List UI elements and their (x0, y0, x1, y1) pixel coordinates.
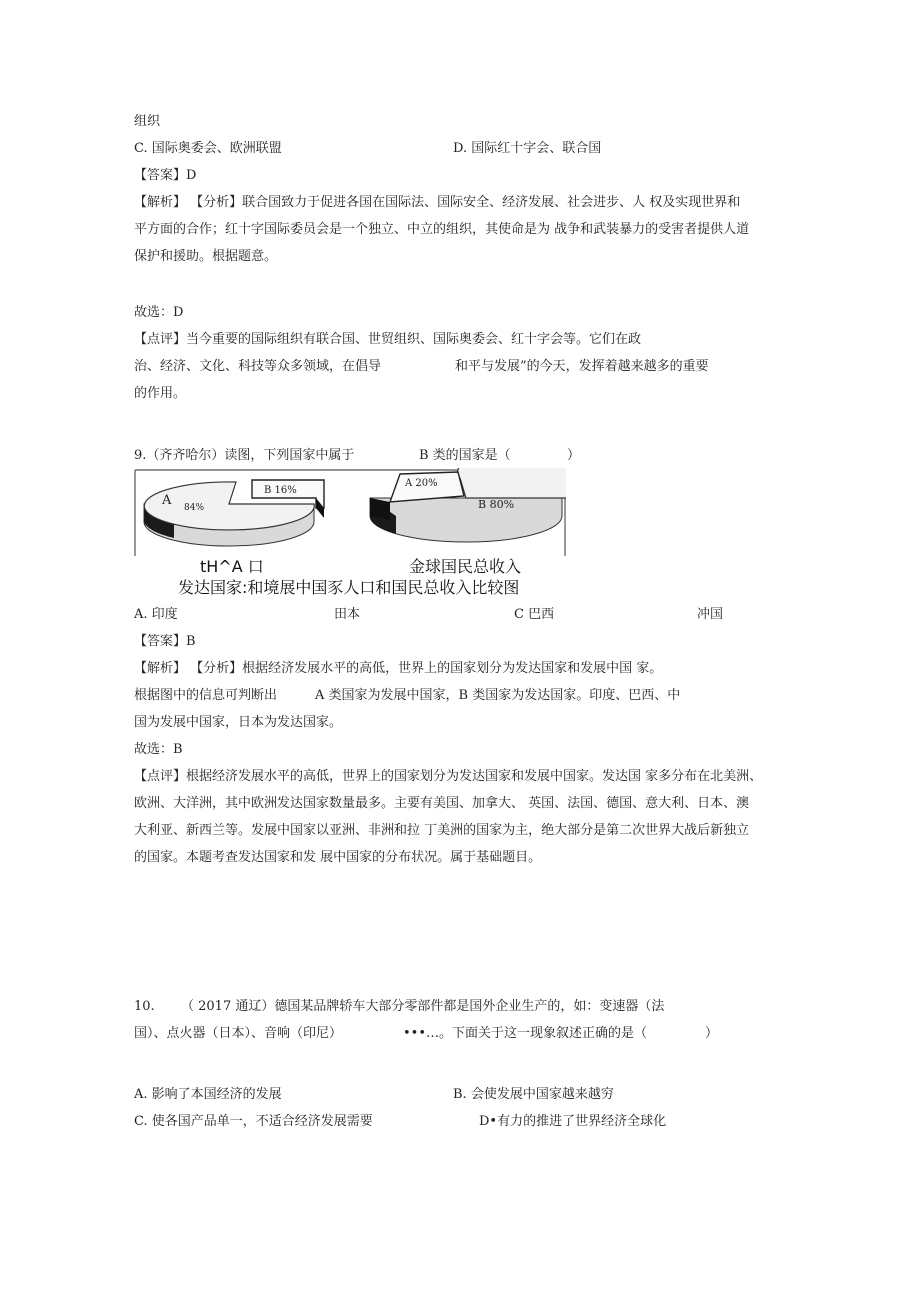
q8-choose: 故选：D (134, 305, 184, 320)
q9-option-b: 田本 (334, 607, 361, 622)
pie-right-b-value: B 80% (478, 498, 515, 511)
q10-option-d: D•有力的推进了世界经济全球化 (479, 1114, 667, 1129)
q9-option-c: C 巴西 (514, 607, 555, 622)
pie-left-b-value: B 16% (264, 485, 297, 496)
q10-stem-line-2c: ） (705, 1026, 719, 1041)
q9-analysis-line-1: 【解析】 【分析】根据经济发展水平的高低，世界上的国家划分为发达国家和发展中国 家。 (134, 661, 663, 676)
q9-option-d: 冲国 (697, 607, 724, 622)
q10-option-b: B. 会使发展中国家越来越穷 (453, 1087, 614, 1102)
q9-stem-c: ） (567, 448, 581, 463)
q9-analysis-line-2a: 根据图中的信息可判断出 (134, 688, 278, 703)
chart-label-right: 金球国民总收入 (409, 557, 522, 576)
q10-option-c: C. 使各国产品单一，不适合经济发展需要 (134, 1114, 373, 1129)
chart-title: 发达国家:和境展中国豕人口和国民总收入比较图 (178, 578, 520, 597)
pie-left (144, 480, 324, 546)
q9-analysis-line-3: 国为发展中国家，日本为发达国家。 (134, 715, 343, 730)
pie-right-side (370, 498, 562, 542)
q9-stem-b: B 类的国家是（ (419, 448, 511, 463)
q8-comment-line-2b: 和平与发展”的今天，发挥着越来越多的重要 (455, 359, 709, 374)
q9-answer: 【答案】B (134, 634, 196, 649)
q8-option-c: C. 国际奥委会、欧洲联盟 (134, 141, 282, 156)
q8-answer: 【答案】D (134, 168, 197, 183)
q9-analysis-line-2b: A 类国家为发展中国家，B 类国家为发达国家。印度、巴西、中 (315, 688, 681, 703)
q9-comment-line-3: 大利亚、新西兰等。发展中国家以亚洲、非洲和拉 丁美洲的国家为主，绝大部分是第二次世界大战后新独立 (134, 823, 750, 838)
q9-choose: 故选：B (134, 742, 183, 757)
q8-option-d: D. 国际红十字会、联合国 (453, 141, 602, 156)
pie-chart-figure (134, 468, 566, 558)
pie-left-a-value: 84% (184, 503, 205, 513)
q8-comment-line-3: 的作用。 (134, 386, 187, 401)
q9-comment-line-4: 的国家。本题考查发达国家和发 展中国家的分布状况。属于基础题目。 (134, 850, 542, 865)
q8-line-org: 组织 (134, 114, 161, 129)
pie-slice-right-b (457, 468, 566, 498)
q8-analysis-line-1: 【解析】 【分析】联合国致力于促进各国在国际法、国际安全、经济发展、社会进步、人 权及实现世界和 (134, 195, 741, 210)
pie-charts-svg (134, 468, 566, 558)
pie-right (370, 468, 566, 542)
q9-option-a: A. 印度 (134, 607, 178, 622)
q10-stem-line-2a: 国）、点火器（日本）、音响（印尼） (134, 1026, 343, 1041)
pie-right-a-value: A 20% (405, 478, 438, 489)
q8-analysis-line-3: 保护和援助。根据题意。 (134, 249, 278, 264)
q10-number: 10. (134, 999, 155, 1014)
q8-comment-line-1: 【点评】当今重要的国际组织有联合国、世贸组织、国际奥委会、红十字会等。它们在政 (134, 332, 642, 347)
pie-left-a-label: A (162, 493, 172, 508)
q9-stem-a: 9.（齐齐哈尔）读图，下列国家中属于 (134, 448, 355, 463)
q8-comment-line-2a: 治、经济、文化、科技等众多领域，在倡导 (134, 359, 382, 374)
q10-stem-line-1: （ 2017 通辽）德国某品牌轿车大部分零部件都是国外企业生产的，如：变速器（法 (181, 999, 665, 1014)
q10-option-a: A. 影响了本国经济的发展 (134, 1087, 282, 1102)
q9-comment-line-1: 【点评】根据经济发展水平的高低，世界上的国家划分为发达国家和发展中国家。发达国 家多分布在北美洲、 (134, 769, 763, 784)
chart-label-left: tH^A 口 (200, 557, 264, 576)
q10-stem-line-2b: •••…。下面关于这一现象叙述正确的是（ (403, 1026, 648, 1041)
q9-comment-line-2: 欧洲、大洋洲，其中欧洲发达国家数量最多。主要有美国、加拿大、 英国、法国、德国、意大利、日本、澳 (134, 796, 750, 811)
q8-analysis-line-2: 平方面的合作；红十字国际委员会是一个独立、中立的组织，其使命是为 战争和武装暴力的受害者提供人道 (134, 222, 750, 237)
